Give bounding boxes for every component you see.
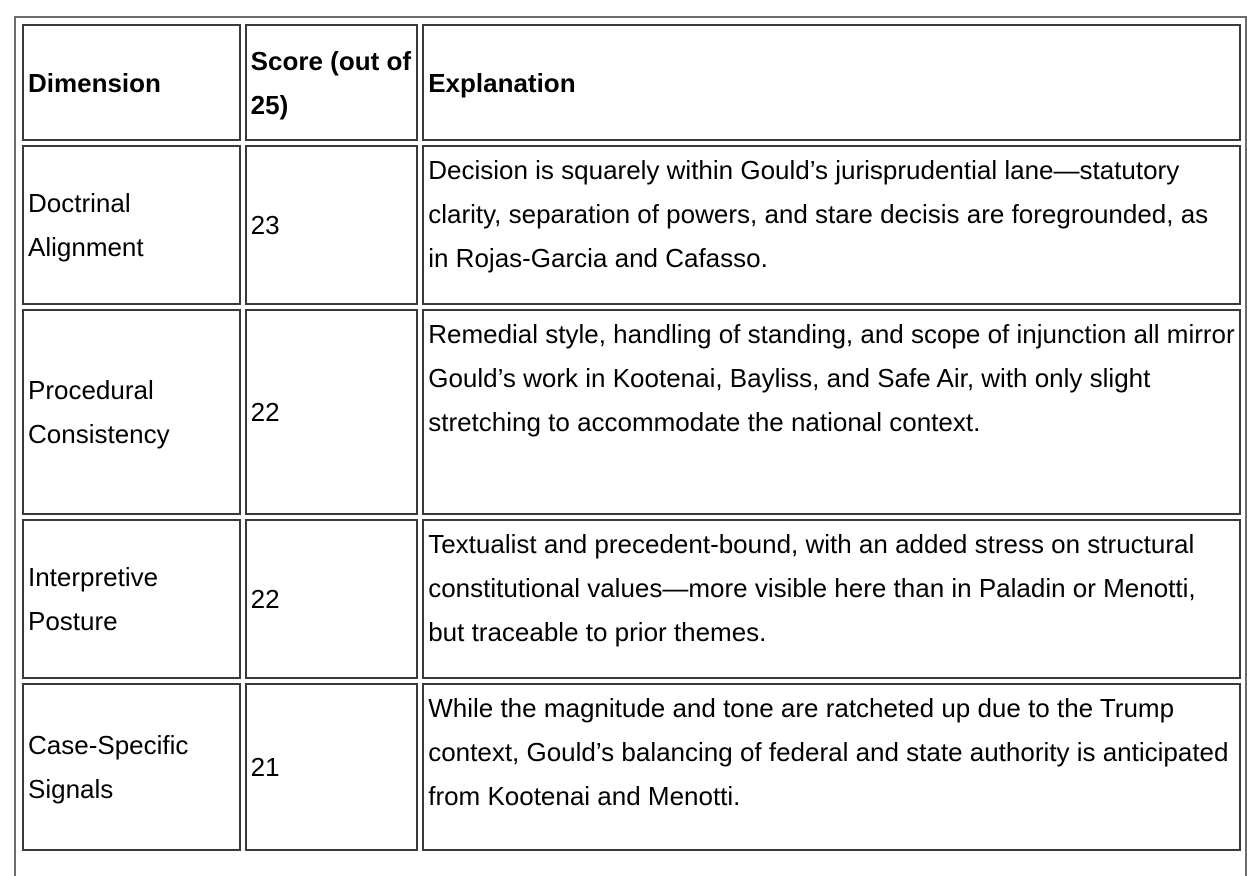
scoring-table bbox=[18, 20, 1245, 855]
cell-explanation: While the magnitude and tone are ratcheted up due to the Trump context, Gould’s balancing of federal and state authority is anticipated from Kootenai and Menotti. bbox=[422, 683, 1241, 851]
header-dimension: Dimension bbox=[22, 24, 241, 141]
header-explanation: Explanation bbox=[422, 24, 1241, 141]
table-header-row bbox=[22, 24, 1241, 141]
cell-explanation: Decision is squarely within Gould’s jurisprudential lane—statutory clarity, separation of powers, and stare decisis are foregrounded, as in Rojas-Garcia and Cafasso. bbox=[422, 145, 1241, 305]
table-row bbox=[22, 309, 1241, 515]
scoring-table-frame bbox=[14, 16, 1247, 876]
cell-score: 21 bbox=[245, 683, 419, 851]
cell-score: 22 bbox=[245, 309, 419, 515]
cell-dimension: Case-Specific Signals bbox=[22, 683, 241, 851]
cell-dimension: Interpretive Posture bbox=[22, 519, 241, 679]
cell-dimension: Doctrinal Alignment bbox=[22, 145, 241, 305]
table-row bbox=[22, 683, 1241, 851]
table-row bbox=[22, 145, 1241, 305]
cell-score: 22 bbox=[245, 519, 419, 679]
cell-explanation: Textualist and precedent-bound, with an added stress on structural constitutional values—more visible here than in Paladin or Menotti, but traceable to prior themes. bbox=[422, 519, 1241, 679]
table-row bbox=[22, 519, 1241, 679]
cell-dimension: Procedural Consistency bbox=[22, 309, 241, 515]
header-score: Score (out of 25) bbox=[245, 24, 419, 141]
cell-explanation: Remedial style, handling of standing, and scope of injunction all mirror Gould’s work in Kootenai, Bayliss, and Safe Air, with only slight stretching to accommodate the national context. bbox=[422, 309, 1241, 515]
cell-score: 23 bbox=[245, 145, 419, 305]
